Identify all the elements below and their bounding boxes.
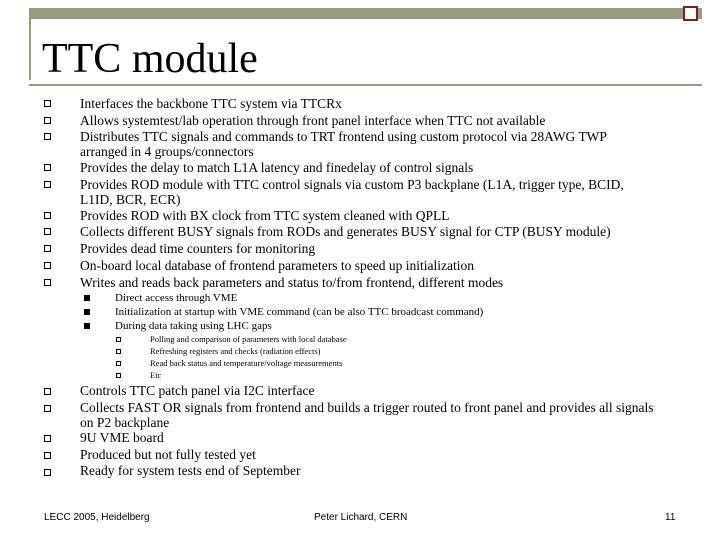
bullet-marker [44, 181, 51, 188]
sub-bullet-text: Direct access through VME [115, 292, 238, 304]
top-bar [29, 8, 702, 19]
bullet-text: Produced but not fully tested yet [80, 447, 256, 462]
page-number: 11 [665, 512, 676, 523]
subsub-bullet-marker [116, 361, 121, 366]
bullet-text: Writes and reads back parameters and status to/from frontend, different modes [80, 275, 504, 290]
bullet-marker [44, 117, 51, 124]
bullet-marker [44, 228, 51, 235]
bullet-marker [44, 212, 51, 219]
subsub-bullet-text: Etc [150, 370, 162, 380]
title-rule [29, 84, 702, 86]
bullet-marker [44, 279, 51, 286]
top-corner-box [683, 6, 698, 21]
bullet-text: Collects different BUSY signals from RODs and generates BUSY signal for CTP (BUSY module) [80, 224, 611, 239]
sub-bullet-text: During data taking using LHC gaps [115, 320, 272, 332]
bullet-text: On-board local database of frontend parameters to speed up initialization [80, 258, 474, 273]
bullet-text-continuation: arranged in 4 groups/connectors [80, 144, 254, 159]
subsub-bullet-marker [116, 337, 121, 342]
bullet-marker [44, 164, 51, 171]
bullet-marker [44, 469, 51, 476]
bullet-text: Provides the delay to match L1A latency and finedelay of control signals [80, 160, 474, 175]
sub-bullet-marker [84, 323, 90, 329]
bullet-text: Interfaces the backbone TTC system via TTCRx [80, 96, 342, 111]
bullet-text: Distributes TTC signals and commands to TRT frontend using custom protocol via 28AWG TWP [80, 129, 607, 144]
bullet-text: 9U VME board [80, 430, 164, 445]
left-rule [29, 18, 31, 80]
bullet-marker [44, 133, 51, 140]
sub-bullet-marker [84, 309, 90, 315]
sub-bullet-text: Initialization at startup with VME command (can be also TTC broadcast command) [115, 306, 484, 318]
bullet-marker [44, 100, 51, 107]
bullet-marker [44, 405, 51, 412]
subsub-bullet-text: Read back status and temperature/voltage measurements [150, 358, 343, 368]
bullet-text: Ready for system tests end of September [80, 463, 301, 478]
footer-left: LECC 2005, Heidelberg [44, 512, 150, 523]
bullet-text: Controls TTC patch panel via I2C interface [80, 383, 315, 398]
bullet-text: Collects FAST OR signals from frontend and builds a trigger routed to front panel and provides all signals [80, 400, 654, 415]
subsub-bullet-text: Polling and comparison of parameters with local database [150, 334, 347, 344]
bullet-text-continuation: L1ID, BCR, ECR) [80, 192, 181, 207]
footer-center: Peter Lichard, CERN [314, 512, 408, 523]
bullet-text: Provides dead time counters for monitoring [80, 241, 316, 256]
bullet-marker [44, 435, 51, 442]
bullet-text: Allows systemtest/lab operation through front panel interface when TTC not available [80, 113, 546, 128]
bullet-marker [44, 388, 51, 395]
bullet-text: Provides ROD module with TTC control signals via custom P3 backplane (L1A, trigger type, BCID, [80, 177, 624, 192]
bullet-text-continuation: on P2 backplane [80, 415, 170, 430]
sub-bullet-marker [84, 295, 90, 301]
bullet-marker [44, 452, 51, 459]
subsub-bullet-marker [116, 349, 121, 354]
bullet-marker [44, 245, 51, 252]
subsub-bullet-text: Refreshing registers and checks (radiation effects) [150, 346, 321, 356]
slide-title: TTC module [42, 36, 258, 82]
bullet-marker [44, 262, 51, 269]
subsub-bullet-marker [116, 373, 121, 378]
bullet-text: Provides ROD with BX clock from TTC system cleaned with QPLL [80, 208, 450, 223]
